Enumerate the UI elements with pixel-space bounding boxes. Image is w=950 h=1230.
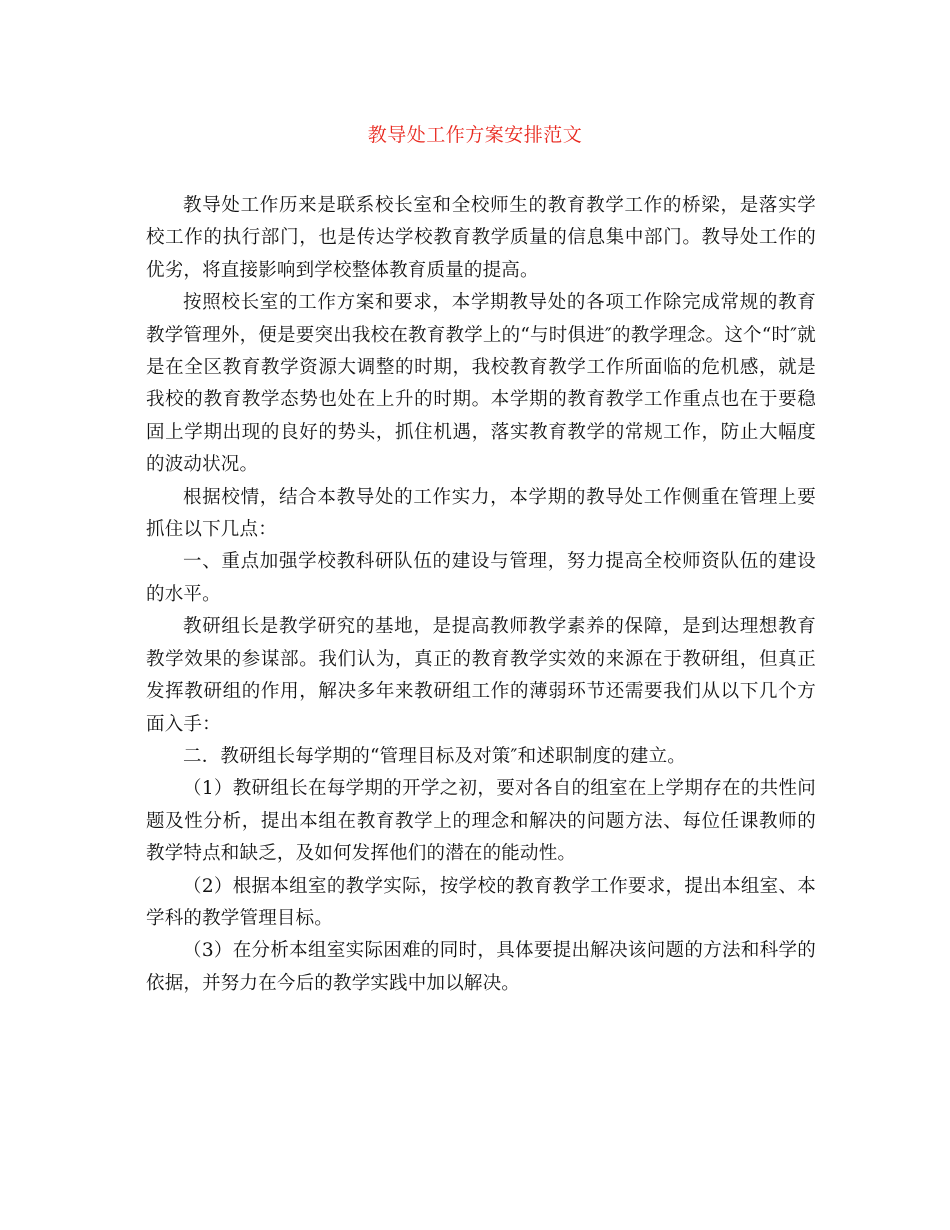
paragraph-item-2: （2）根据本组室的教学实际，按学校的教育教学工作要求，提出本组室、本学科的教学管理目标。 <box>146 875 816 929</box>
paragraph-section-two: 二．教研组长每学期的“管理目标及对策″和述职制度的建立。 <box>183 745 686 767</box>
paragraph-intro: 教导处工作历来是联系校长室和全校师生的教育教学工作的桥梁，是落实学校工作的执行部门，也是传达学校教育教学质量的信息集中部门。教导处工作的优劣，将直接影响到学校整体教育质量的提高。 <box>146 195 816 281</box>
document-title: 教导处工作方案安排范文 <box>367 124 583 146</box>
paragraph-principal-plan: 按照校长室的工作方案和要求，本学期教导处的各项工作除完成常规的教育教学管理外，便是要突出我校在教育教学上的“与时俱进″的教学理念。这个“时″就是在全区教育教学资源大调整的时期，我校教育教学工作所面临的危机感，就是我校的教育教学态势也处在上升的时期。本学期的教育教学工作重点也在于要稳固上学期出现的良好的势头，抓住机遇，落实教育教学的常规工作，防止大幅度的波动状况。 <box>146 292 816 476</box>
paragraph-item-1: （1）教研组长在每学期的开学之初，要对各自的组室在上学期存在的共性问题及性分析，提出本组在教育教学上的理念和解决的问题方法、每位任课教师的教学特点和缺乏，及如何发挥他们的潜在的能动性。 <box>146 778 816 865</box>
document-body <box>146 190 816 1000</box>
paragraph-section-one: 一、重点加强学校教科研队伍的建设与管理，努力提高全校师资队伍的建设的水平。 <box>146 551 816 605</box>
paragraph-item-3: （3）在分析本组室实际困难的同时，具体要提出解决该问题的方法和科学的依据，并努力在今后的教学实践中加以解决。 <box>146 940 816 994</box>
paragraph-research-group: 教研组长是教学研究的基地，是提高教师教学素养的保障，是到达理想教育教学效果的参谋部。我们认为，真正的教育教学实效的来源在于教研组，但真正发挥教研组的作用，解决多年来教研组工作的薄弱环节还需要我们从以下几个方面入手： <box>146 616 816 735</box>
paragraph-school-situation: 根据校情，结合本教导处的工作实力，本学期的教导处工作侧重在管理上要抓住以下几点： <box>146 486 816 541</box>
